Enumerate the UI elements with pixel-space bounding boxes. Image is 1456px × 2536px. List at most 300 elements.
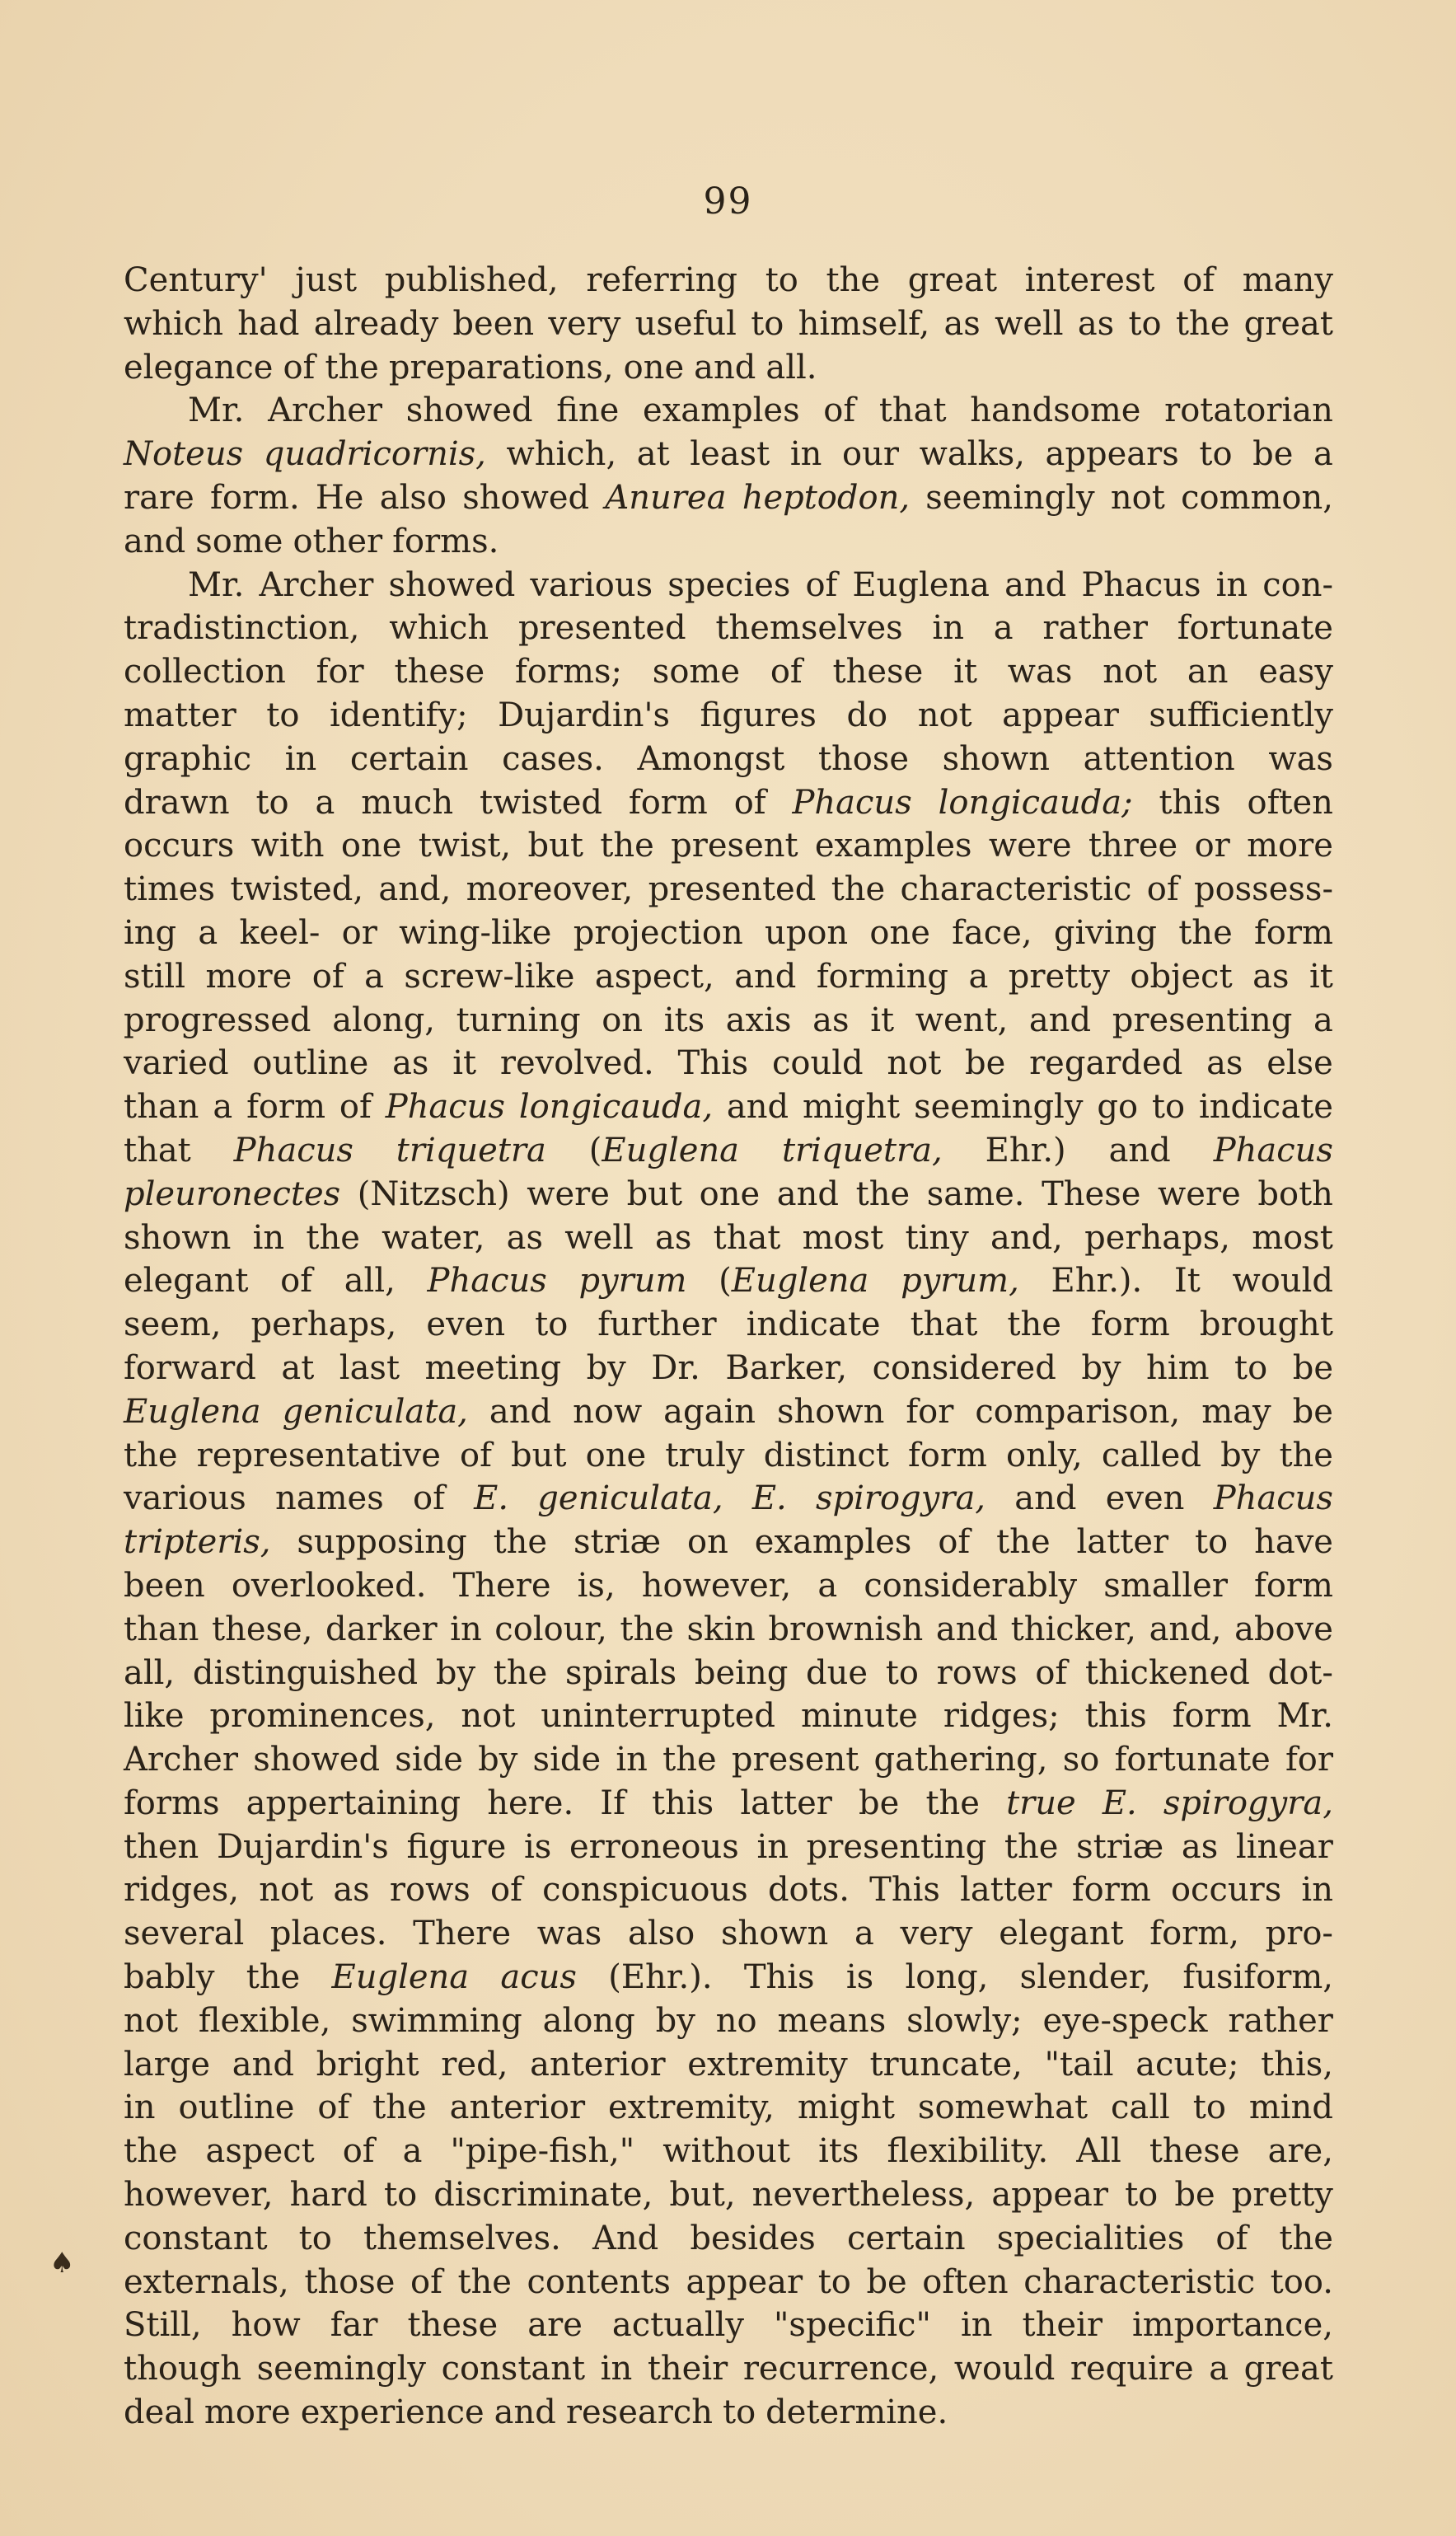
word: the — [826, 261, 881, 299]
word: as — [812, 1001, 850, 1039]
word: and — [935, 1610, 999, 1648]
word: more — [205, 957, 293, 996]
word: of — [1215, 2219, 1248, 2257]
word: be — [1252, 435, 1294, 474]
word: appear — [991, 2176, 1109, 2215]
word: Euglena — [852, 565, 990, 604]
text-line — [124, 2173, 1333, 2217]
italic-word: Phacus — [1213, 1479, 1333, 1518]
word: to — [384, 2176, 418, 2215]
word: on — [602, 1001, 644, 1039]
word: (Nitzsch) — [357, 1174, 510, 1213]
word: "tail — [1044, 2045, 1114, 2084]
text-line — [124, 999, 1333, 1043]
word: then — [124, 1827, 199, 1866]
word: It — [1173, 1262, 1201, 1301]
word: or — [341, 913, 377, 952]
word: appears — [1045, 435, 1179, 474]
word: due — [806, 1653, 868, 1692]
word: most — [802, 1218, 884, 1257]
word: the — [325, 348, 379, 387]
word: anterior — [530, 2045, 666, 2084]
word: as — [655, 1218, 692, 1257]
word: one — [585, 1436, 647, 1474]
word: pretty — [1008, 957, 1110, 996]
italic-word: E. — [751, 1479, 787, 1518]
text-line — [124, 1564, 1333, 1608]
text-line — [124, 1521, 1333, 1564]
text-line — [124, 1912, 1333, 1956]
word: projection — [573, 913, 743, 952]
italic-word: geniculata, — [537, 1479, 723, 1518]
word: to — [535, 1306, 569, 1344]
word: just — [295, 261, 358, 299]
italic-word: tripteris, — [124, 1523, 271, 1562]
text-line — [124, 1738, 1333, 1782]
text-line — [124, 1477, 1333, 1521]
word: striæ — [574, 1523, 662, 1562]
word: the — [457, 2262, 512, 2301]
word: is — [845, 1958, 874, 1997]
word: rather — [1042, 609, 1148, 648]
word: turning — [456, 1001, 581, 1039]
text-line — [124, 1608, 1333, 1652]
italic-word: E. — [1102, 1784, 1137, 1822]
word: attention — [1083, 739, 1235, 778]
word: several — [124, 1915, 245, 1953]
word: and — [1004, 565, 1067, 604]
text-line — [124, 564, 1333, 607]
word: varied — [124, 1044, 229, 1083]
text-line — [124, 2347, 1333, 2391]
word: were — [1158, 1174, 1241, 1213]
word: side — [532, 1741, 602, 1779]
word: supposing — [297, 1523, 467, 1562]
word: minute — [800, 1697, 918, 1736]
word: a — [198, 913, 218, 952]
word: prominences, — [209, 1697, 436, 1736]
text-line — [124, 650, 1333, 694]
word: There — [452, 1566, 551, 1605]
text-line — [124, 607, 1333, 650]
text-line — [124, 346, 1333, 390]
text-line — [124, 1999, 1333, 2043]
text-line — [124, 2130, 1333, 2173]
word: progressed — [124, 1001, 311, 1039]
word: most — [1252, 1218, 1333, 1257]
word: conspicuous — [542, 1871, 748, 1910]
word: Phacus — [1081, 565, 1201, 604]
word: handsome — [970, 391, 1141, 430]
word: to — [1125, 2176, 1159, 2215]
word: Archer — [259, 565, 374, 604]
word: ridges; — [943, 1697, 1060, 1736]
word: eye-speck — [1042, 2001, 1208, 2040]
word: might — [797, 2088, 895, 2127]
word: themselves. — [363, 2219, 561, 2257]
word: their — [1022, 2306, 1103, 2345]
word: examples — [754, 1523, 912, 1562]
italic-word: (Euglena — [719, 1262, 869, 1301]
italic-word: heptodon, — [742, 478, 911, 517]
word: that — [124, 1131, 191, 1170]
word: fortunate — [1114, 1741, 1271, 1779]
word: this, — [1261, 2045, 1333, 2084]
word: be — [859, 1784, 900, 1822]
word: in — [124, 2088, 156, 2127]
word: else — [1266, 1044, 1333, 1083]
word: in — [284, 739, 317, 778]
italic-word: Phacus — [1213, 1131, 1333, 1170]
word: which — [124, 304, 223, 343]
word: to — [1234, 1348, 1268, 1387]
word: like — [124, 1697, 185, 1736]
word: to — [765, 261, 798, 299]
word: of — [1035, 1653, 1068, 1692]
word: but — [527, 827, 583, 865]
word: nevertheless, — [751, 2176, 976, 2215]
word: importance, — [1131, 2306, 1333, 2345]
word: considerably — [864, 1566, 1078, 1605]
word: referring — [586, 261, 737, 299]
text-line — [124, 1303, 1333, 1347]
word: the — [1178, 913, 1233, 952]
word: research — [565, 2393, 714, 2432]
word: fortunate — [1177, 609, 1333, 648]
word: to — [255, 783, 289, 822]
word: well — [995, 304, 1064, 343]
word: of — [317, 2088, 350, 2127]
word: flexibility. — [887, 2132, 1049, 2171]
word: in — [616, 1741, 648, 1779]
italic-word: E. — [474, 1479, 509, 1518]
word: examples — [814, 827, 972, 865]
word: perhaps, — [1084, 1218, 1230, 1257]
word: Century' — [124, 261, 268, 299]
word: interest — [1024, 261, 1155, 299]
word: other — [293, 522, 383, 560]
word: regarded — [1029, 1044, 1183, 1083]
word: comparison, — [975, 1392, 1181, 1431]
italic-word: pyrum — [578, 1262, 687, 1301]
word: a — [1313, 1001, 1333, 1039]
word: its — [818, 2132, 859, 2171]
word: three — [1088, 827, 1178, 865]
word: great — [907, 261, 998, 299]
word: Ehr.). — [1051, 1262, 1143, 1301]
word: revolved. — [499, 1044, 654, 1083]
italic-word: true — [1006, 1784, 1076, 1822]
italic-word: spirogyra, — [1163, 1784, 1333, 1822]
word: those — [817, 739, 910, 778]
word: of — [311, 957, 344, 996]
word: Mr. — [188, 391, 245, 430]
word: the — [620, 1610, 674, 1648]
word: for — [316, 653, 364, 691]
word: object — [1130, 957, 1233, 996]
word: gathering, — [873, 1741, 1048, 1779]
word: Mr. — [1276, 1697, 1333, 1736]
word: slender, — [1019, 1958, 1152, 1997]
word: axis — [725, 1001, 792, 1039]
word: to — [885, 1653, 919, 1692]
word: latter — [1076, 1523, 1169, 1562]
word: the — [124, 2132, 178, 2171]
word: themselves — [715, 609, 903, 648]
word: no — [715, 2001, 757, 2040]
word: an — [1187, 653, 1229, 691]
word: of — [460, 1436, 492, 1474]
word: form. — [210, 478, 300, 517]
text-line — [124, 738, 1333, 781]
word: in — [789, 435, 822, 474]
word: of — [339, 1088, 372, 1127]
word: recurrence, — [742, 2350, 939, 2388]
word: ing — [124, 913, 177, 952]
word: not — [259, 1871, 314, 1910]
word: as — [1206, 1044, 1243, 1083]
word: these — [1149, 2132, 1240, 2171]
word: mind — [1248, 2088, 1333, 2127]
word: certain — [846, 2219, 966, 2257]
text-line — [124, 1042, 1333, 1085]
word: and — [776, 1174, 840, 1213]
word: and — [494, 2393, 556, 2432]
word: and — [726, 1088, 789, 1127]
word: actually — [611, 2306, 745, 2345]
word: twisted, — [230, 870, 364, 909]
word: rather — [1228, 2001, 1333, 2040]
word: it — [1309, 957, 1333, 996]
word: present — [671, 827, 798, 865]
word: form — [246, 1088, 326, 1127]
word: dots. — [767, 1871, 850, 1910]
word: These — [1042, 1174, 1141, 1213]
word: too. — [1270, 2262, 1333, 2301]
text-line — [124, 1868, 1333, 1912]
word: Archer — [124, 1741, 238, 1779]
word: also — [628, 1915, 695, 1953]
word: and — [124, 522, 186, 560]
word: published, — [384, 261, 559, 299]
word: least — [690, 435, 770, 474]
word: deal — [124, 2393, 194, 2432]
word: a — [364, 957, 384, 996]
italic-word: Phacus — [233, 1131, 353, 1170]
word: face, — [952, 913, 1032, 952]
word: that — [878, 391, 947, 430]
word: water, — [382, 1218, 485, 1257]
word: both — [1257, 1174, 1333, 1213]
word: overlooked. — [231, 1566, 427, 1605]
word: walks, — [919, 435, 1025, 474]
word: in — [1215, 565, 1248, 604]
word: the — [372, 2088, 427, 2127]
word: long, — [905, 1958, 989, 1997]
text-line — [124, 259, 1333, 302]
word: representative — [196, 1436, 441, 1474]
text-line — [124, 955, 1333, 999]
word: indicate — [746, 1306, 881, 1344]
word: uninterrupted — [541, 1697, 776, 1736]
word: presented — [517, 609, 686, 648]
word: Still, — [124, 2306, 202, 2345]
word: been — [124, 1566, 205, 1605]
word: presenting — [1112, 1001, 1293, 1039]
italic-word: longicauda; — [938, 783, 1133, 822]
word: without — [662, 2132, 791, 2171]
word: one — [869, 913, 930, 952]
word: not — [461, 1697, 516, 1736]
word: fusiform, — [1182, 1958, 1333, 1997]
word: characteristic — [1023, 2262, 1256, 2301]
word: seemingly — [925, 478, 1095, 517]
word: the — [1279, 1436, 1333, 1474]
word: the — [1007, 1306, 1061, 1344]
word: than — [124, 1610, 199, 1648]
text-line — [124, 1652, 1333, 1695]
text-line — [124, 520, 1333, 564]
word: shown — [777, 1392, 885, 1431]
word: constant — [441, 2350, 586, 2388]
word: and — [1014, 1479, 1077, 1518]
word: could — [771, 1044, 864, 1083]
word: more — [204, 2393, 291, 2432]
word: here. — [487, 1784, 574, 1822]
word: great — [1243, 2350, 1333, 2388]
word: by — [1220, 1436, 1261, 1474]
word: characteristic — [900, 870, 1132, 909]
italic-word: spirogyra, — [816, 1479, 986, 1518]
word: bably — [124, 1958, 215, 1997]
word: these — [832, 653, 924, 691]
word: by — [478, 1741, 518, 1779]
word: possess- — [1193, 870, 1333, 909]
word: latter — [740, 1784, 832, 1822]
word: spirals — [564, 1653, 677, 1692]
text-line — [124, 1390, 1333, 1434]
word: which — [389, 609, 489, 648]
word: its — [663, 1001, 705, 1039]
word: rotatorian — [1164, 391, 1333, 430]
word: only, — [1006, 1436, 1083, 1474]
word: of — [283, 348, 316, 387]
word: forming — [816, 957, 948, 996]
word: distinct — [763, 1436, 889, 1474]
word: in — [932, 609, 964, 648]
word: also — [379, 478, 447, 517]
word: elegant — [999, 1915, 1124, 1953]
word: by — [435, 1653, 476, 1692]
text-line — [124, 1085, 1333, 1129]
word: far — [330, 2306, 378, 2345]
word: last — [339, 1348, 400, 1387]
word: this — [652, 1784, 714, 1822]
word: very — [900, 1915, 973, 1953]
word: extremity — [687, 2045, 848, 2084]
word: on — [687, 1523, 728, 1562]
word: "specific" — [774, 2306, 931, 2345]
word: not — [1110, 478, 1165, 517]
word: Barker, — [725, 1348, 848, 1387]
word: form — [1253, 913, 1333, 952]
word: for — [1285, 1741, 1333, 1779]
word: the — [246, 1958, 301, 1997]
word: slowly; — [906, 2001, 1023, 2040]
word: externals, — [124, 2262, 289, 2301]
word: so — [1062, 1741, 1100, 1779]
word: as — [392, 1044, 429, 1083]
word: of — [410, 2262, 442, 2301]
word: considered — [872, 1348, 1056, 1387]
word: be — [866, 2262, 907, 2301]
word: rows — [389, 1871, 471, 1910]
word: is — [523, 1827, 552, 1866]
word: of — [412, 1479, 445, 1518]
word: by — [655, 2001, 695, 2040]
italic-word: Euglena — [124, 1392, 261, 1431]
word: times — [124, 870, 215, 909]
word: appear — [1002, 696, 1119, 734]
word: specialities — [996, 2219, 1185, 2257]
word: form, — [1149, 1915, 1239, 1953]
word: further — [597, 1306, 717, 1344]
word: ridges, — [124, 1871, 240, 1910]
word: this — [1084, 1697, 1147, 1736]
text-line — [124, 1434, 1333, 1478]
text-line — [124, 1129, 1333, 1173]
word: go — [1097, 1088, 1139, 1127]
word: all, — [124, 1653, 176, 1692]
word: are, — [1267, 2132, 1333, 2171]
word: with — [250, 827, 325, 865]
word: form — [1172, 1697, 1252, 1736]
word: not — [124, 2001, 178, 2040]
word: still — [124, 957, 185, 996]
word: (Ehr.). — [608, 1958, 713, 1997]
word: truly — [665, 1436, 745, 1474]
word: a — [1313, 435, 1333, 474]
word: showed — [462, 478, 590, 517]
word: anterior — [449, 2088, 586, 2127]
text-line — [124, 1956, 1333, 1999]
word: to — [266, 696, 300, 734]
word: and — [694, 348, 756, 387]
word: meeting — [424, 1348, 562, 1387]
word: one — [699, 1174, 761, 1213]
word: matter — [124, 696, 236, 734]
word: as — [506, 1218, 544, 1257]
word: well — [564, 1218, 634, 1257]
italic-word: Anurea — [605, 478, 727, 517]
word: these, — [212, 1610, 313, 1648]
word: for — [906, 1392, 954, 1431]
word: Archer — [268, 391, 383, 430]
word: showed — [388, 565, 516, 604]
word: pretty — [1231, 2176, 1333, 2215]
word: all. — [765, 348, 817, 387]
word: form — [1254, 1566, 1333, 1605]
word: to — [1192, 2088, 1226, 2127]
word: easy — [1258, 653, 1333, 691]
word: indicate — [1198, 1088, 1333, 1127]
word: cases. — [502, 739, 604, 778]
text-line — [124, 2391, 1333, 2435]
word: however, — [124, 2176, 274, 2215]
word: hard — [289, 2176, 368, 2215]
word: the — [855, 1174, 911, 1213]
word: pro- — [1265, 1915, 1333, 1953]
